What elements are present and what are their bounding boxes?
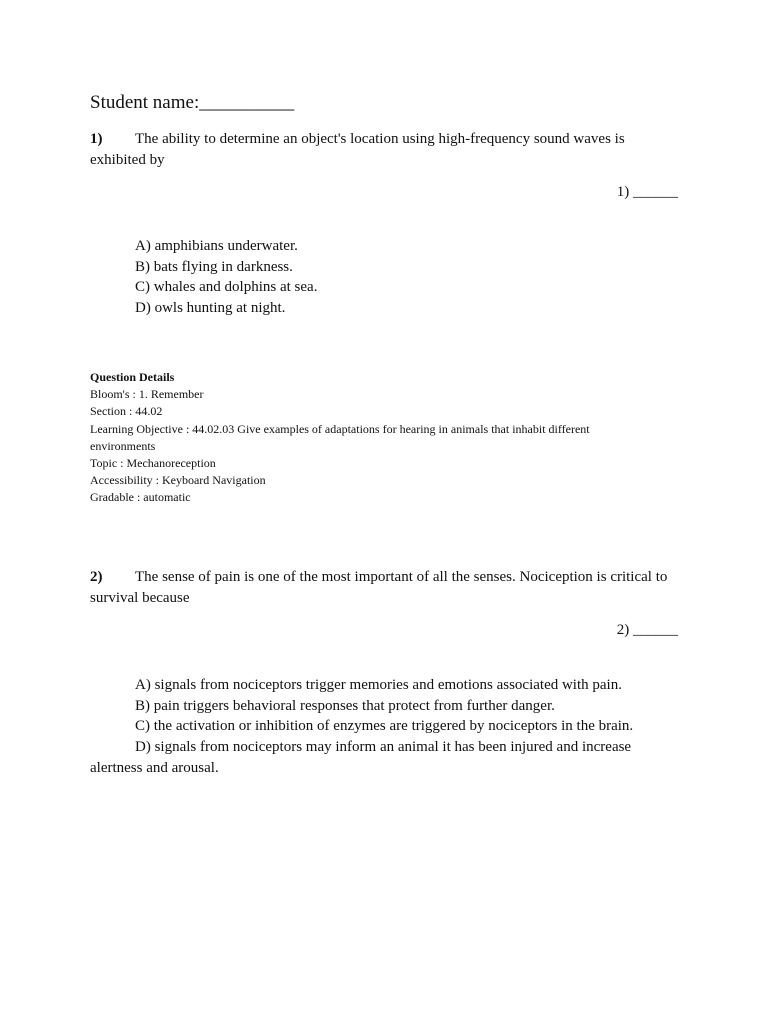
question-2-option-a: A) signals from nociceptors trigger memories and emotions associated with pain. (135, 677, 622, 693)
question-1-options (90, 236, 680, 319)
question-2-answer-blank: 2) ______ (616, 622, 678, 638)
detail-learning-objective: Learning Objective : 44.02.03 Give examples of adaptations for hearing in animals that inhabit different environments (90, 421, 590, 453)
question-details-title: Question Details (90, 370, 175, 384)
question-1-stem-block (90, 129, 680, 171)
question-2-option-c: C) the activation or inhibition of enzymes are triggered by nociceptors in the brain. (135, 718, 634, 735)
detail-blooms: Bloom's : 1. Remember (90, 387, 204, 402)
question-1-option-d: D) owls hunting at night. (135, 300, 286, 317)
detail-accessibility: Accessibility : Keyboard Navigation (90, 473, 266, 488)
question-1-option-c: C) whales and dolphins at sea. (135, 279, 318, 296)
question-1-details (90, 369, 650, 507)
question-2-option-b: B) pain triggers behavioral responses that protect from further danger. (135, 697, 555, 714)
detail-topic: Topic : Mechanoreception (90, 456, 216, 471)
question-1-option-b: B) bats flying in darkness. (135, 258, 293, 275)
question-2-option-d: D) signals from nociceptors may inform an animal it has been injured and increase alertness and arousal. (90, 739, 632, 776)
question-2-stem-block (90, 567, 680, 609)
question-1-number: 1) (90, 131, 103, 147)
detail-section: Section : 44.02 (90, 404, 163, 419)
question-1-stem: The ability to determine an object's location using high-frequency sound waves is exhibited by (90, 131, 625, 168)
question-1-option-a: A) amphibians underwater. (135, 238, 298, 254)
student-name-label: Student name:__________ (90, 92, 295, 113)
question-2-stem: The sense of pain is one of the most important of all the senses. Nociception is critical to survival because (90, 569, 668, 606)
question-2-number: 2) (90, 569, 103, 585)
detail-gradable: Gradable : automatic (90, 490, 191, 505)
question-2-options (90, 675, 680, 779)
question-1-answer-blank: 1) ______ (616, 184, 678, 200)
